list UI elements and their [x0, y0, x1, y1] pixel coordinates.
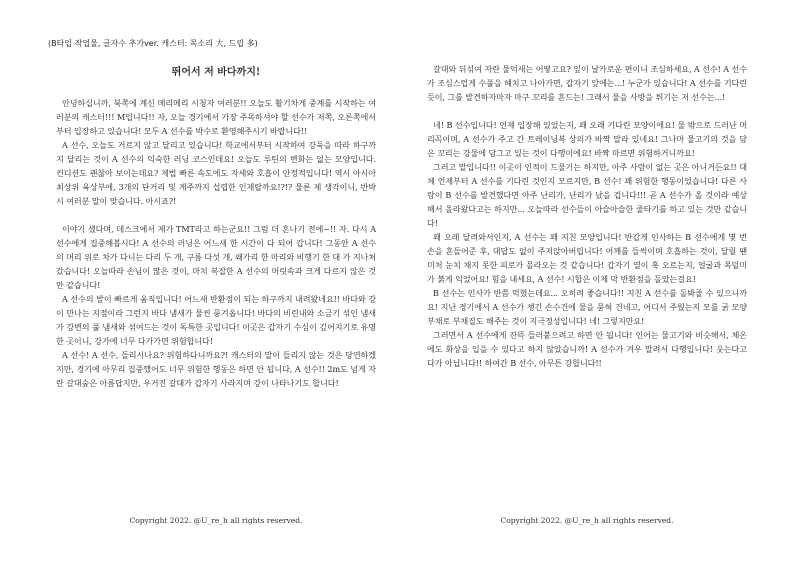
paragraph: 네! B 선수입니다! 언제 입장해 있었는지, 꽤 오래 기다린 모양이에요! 물 밖으로 드러난 머리꼭이며, A 선수가 주고 간 트레이닝복 상의가 바짝 말라 있네요! 그나마 물고기의 것을 담은 꼬리는 강물에 담그고 있는 것이 다행이에요! 바짝 마르면 위험하거니까요! — [427, 120, 747, 158]
paragraph-gap — [56, 208, 376, 222]
right-page — [427, 62, 747, 370]
paragraph: A 선수, 오늘도 거르지 않고 달리고 있습니다! 학교에서부터 시작하여 강둑을 따라 하구까지 달리는 것이 A 선수의 익숙한 러닝 코스인데요! 오늘도 루틴의 변화는 없는 모양입니다. 컨디션도 괜찮아 보이는데요? 제법 빠른 속도에도 자세와 호흡이 안정적입니다! 역시 아시아 최상위 육상부에, 3개의 단거리 및 계주까지 섭렵한 인재랄까요!?!? 물론 제 생각이니, 반박 시 여러분 말이 맞습니다. 아시죠?! — [56, 140, 376, 206]
page-title: 뛰어서 저 바다까지! — [171, 67, 261, 78]
paragraph-gap — [427, 104, 747, 118]
paragraph: A 선수! A 선수, 들리시나요? 위험하다니까요?! 캐스터의 말이 들리지 않는 것은 당연하겠지만, 경기에 아무리 집중했어도 너무 위험한 행동은 하면 안 됩니다, A 선수!! 2m도 넘게 자란 갈대숲은 아름답지만, 우거진 갈대가 갑자기 사라지며 강이 나타나기도 합니다! — [56, 350, 376, 388]
paragraph: 그러면서 A 선수에게 잔뜩 들러붙으려고 하면 안 됩니다! 인어는 물고기와 비슷해서, 체온에도 화상을 입을 수 있다고 하지 않았습니까! A 선수가 겨우 말려서 다행입니다! 웃는다고 다가 아닙니다!! 하여간 B 선수, 아무튼 강합니다!! — [427, 330, 747, 368]
paragraph: 꽤 오래 달려와서인지, A 선수는 꽤 지친 모양입니다! 반갑게 인사하는 B 선수에게 몇 번 손을 흔들어준 후, 대답도 없이 주저앉아버립니다! 어깨를 들썩이며 호흡하는 것이, 달릴 땐 미처 눈치 채지 못한 피로가 몰라오는 것 같습니다! 갑자기 열이 훅 오르는지, 얼굴과 목덜미가 붉게 익었어요! 힘을 내세요, A 선수! 시합은 이제 막 반환점을 돌았는걸요! — [427, 232, 747, 284]
paragraph: B 선수는 인사가 반쯤 먹혔는데요... 오히려 좋습니다!! 지친 A 선수를 돌봐줄 수 있으니까요! 지난 경기에서 A 선수가 챙긴 손수건에 물을 묻혀 건네고, 어디서 주웠는지 모를 굵 모양 부채로 부채질도 해주는 것이 지극정성입니다! 네! 그렇지만요! — [427, 288, 747, 326]
copyright-right: Copyright 2022. @U_re_h all rights reserved. — [500, 516, 674, 525]
paragraph: 안녕하십니까, 북쪽에 계신 메리메리 시청자 여러분!! 오늘도 활기차게 중계를 시작하는 여러분의 캐스터!!! M입니다!! 자, 오늘 경기에서 가장 주목하셔야 할 선수가 저쪽, 오른쪽에서부터 입장하고 있습니다! 모두 A 선수를 박수로 환영해주시기 바랍니다!! — [56, 98, 376, 136]
paragraph: 그러고 말입니다!! 이곳이 인적이 드물기는 하지만, 아주 사람이 없는 곳은 아니거든요!! 대체 언제부터 A 선수를 기다린 것인지 모르지만, B 선수! 꽤 위험한 행동이었습니다! 다른 사람이 B 선수를 발견했다면 아주 난리가, 난리가 났을 겁니다!!! 곧 A 선수가 올 것이라 예상해서 올라왔다고는 하지만... 오늘따라 선수들이 아슬아슬한 줄타기를 하고 있는 것만 같습니다! — [427, 162, 747, 228]
paragraph: 갈대와 뒤섞여 자란 물억새는 어떻고요? 잎이 날카로운 편이니 조심하세요, A 선수! A 선수가 조심스럽게 수풀을 헤치고 나아가면, 갑자기 앞에는...! 누군가 있습니다! A 선수를 기다린 듯이, 그를 발견하자마자 마구 꼬리를 흔드는! 그래서 물을 사방을 튀기는 저 선수는...! — [427, 64, 747, 102]
paragraph: 이야기 샜다며, 데스크에서 제가 TMT라고 하는군요!! 그럼 더 혼나기 전에~!! 자. 다시 A 선수에게 집중해봅시다! A 선수의 러닝은 어느새 한 시간이 다 되어 갑니다! 그동안 A 선수의 머리 위로 차가 다니는 다리 두 개, 구름 다섯 개, 왜가리 한 마리와 비행기 한 대 가 지나쳐갔습니다! 오늘따라 손님이 많은 것이, 마치 복잡한 A 선수의 머릿속과 크게 다르지 않은 것만 같습니다! — [56, 224, 376, 290]
copyright-left: Copyright 2022. @U_re_h all rights reserved. — [129, 516, 303, 525]
header-note: (B타입 작업물, 글자수 추가ver. 캐스터: 목소리 大, 드립 多) — [48, 39, 258, 48]
paragraph: A 선수의 발이 빠르게 움직입니다! 어느새 반환점이 되는 하구까지 내려왔네요!! 바다와 강이 만나는 지점이라 그런지 바다 냄새가 물씬 풍겨옵니다! 바다의 비린내와 소금기 섞인 냄새가 강변의 풀 냄새와 섞여드는 것이 독특한 곳입니다! 이곳은 갑자기 수심이 깊어지기로 유명한 곳이니, 강가에 너무 다가가면 위험합니다! — [56, 294, 376, 346]
left-page — [56, 62, 376, 390]
